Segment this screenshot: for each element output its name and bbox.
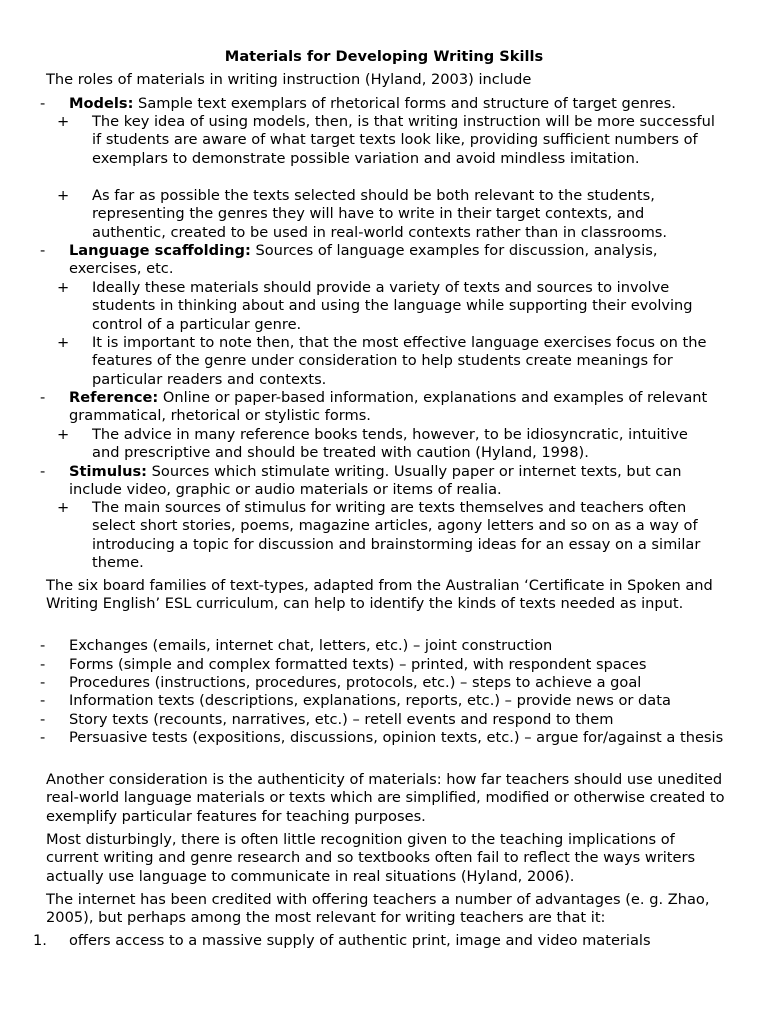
role-term: Stimulus:	[69, 463, 147, 480]
internet-item: offers access to a massive supply of authentic print, image and video materials	[69, 932, 651, 949]
dash-marker: -	[40, 674, 46, 691]
role-term: Models:	[69, 95, 134, 112]
family-item: Story texts (recounts, narratives, etc.) – retell events and respond to them	[69, 711, 614, 728]
plus-marker: +	[57, 334, 70, 351]
family-item: Exchanges (emails, internet chat, letters, etc.) – joint construction	[69, 637, 553, 654]
plus-marker: +	[57, 426, 70, 443]
role-subitem: Ideally these materials should provide a variety of texts and sources to involve students in thinking about and using the language while supporting their evolving control of a particular genre.	[92, 279, 693, 333]
dash-marker: -	[40, 711, 46, 728]
dash-marker: -	[40, 242, 46, 259]
family-item: Forms (simple and complex formatted texts) – printed, with respondent spaces	[69, 656, 647, 673]
role-subitem: As far as possible the texts selected should be both relevant to the students, representing the genres they will have to write in their target contexts, and authentic, created to be used in real-world contexts rather than in classrooms.	[92, 187, 668, 241]
dash-marker: -	[40, 729, 46, 746]
plus-marker: +	[57, 113, 70, 130]
family-item: Information texts (descriptions, explanations, reports, etc.) – provide news or data	[69, 692, 671, 709]
role-item-models	[69, 95, 729, 113]
role-subitem: The advice in many reference books tends, however, to be idiosyncratic, intuitive and prescriptive and should be treated with caution (Hyland, 1998).	[92, 426, 688, 462]
role-subitem: The key idea of using models, then, is that writing instruction will be more successful if students are aware of what target texts look like, providing sufficient numbers of exemplars to demonstrate possible variation and avoid mindless imitation.	[92, 113, 715, 167]
role-item-language-scaffolding	[69, 242, 729, 279]
family-item: Procedures (instructions, procedures, protocols, etc.) – steps to achieve a goal	[69, 674, 642, 691]
plus-marker: +	[57, 499, 70, 516]
role-text: Sources which stimulate writing. Usually paper or internet texts, but can include video, graphic or audio materials or items of realia.	[69, 463, 682, 499]
role-text: Sample text exemplars of rhetorical forms and structure of target genres.	[133, 95, 676, 112]
authenticity-paragraph: Another consideration is the authenticity of materials: how far teachers should use unedited real-world language materials or texts which are simplified, modified or otherwise created to exemplify particular features for teaching purposes.	[46, 771, 725, 825]
dash-marker: -	[40, 463, 46, 480]
number-marker: 1.	[33, 932, 47, 949]
dash-marker: -	[40, 637, 46, 654]
plus-marker: +	[57, 279, 70, 296]
role-text: Sources of language examples for discussion, analysis, exercises, etc.	[69, 242, 658, 278]
dash-marker: -	[40, 389, 46, 406]
role-term: Reference:	[69, 389, 159, 406]
role-subitem: The main sources of stimulus for writing are texts themselves and teachers often select short stories, poems, magazine articles, agony letters and so on as a way of introducing a topic for discussion and brainstorming ideas for an essay on a similar theme.	[92, 499, 701, 571]
dash-marker: -	[40, 692, 46, 709]
plus-marker: +	[57, 187, 70, 204]
internet-intro-paragraph: The internet has been credited with offering teachers a number of advantages (e. g. Zhao, 2005), but perhaps among the most relevant for writing teachers are that it:	[46, 891, 710, 927]
role-text: Online or paper-based information, explanations and examples of relevant grammatical, rhetorical or stylistic forms.	[69, 389, 708, 425]
dash-marker: -	[40, 656, 46, 673]
families-intro-paragraph: The six board families of text-types, adapted from the Australian ‘Certificate in Spoken and Writing English’ ESL curriculum, can help to identify the kinds of texts needed as input.	[46, 577, 713, 613]
role-subitem: It is important to note then, that the most effective language exercises focus on the features of the genre under consideration to help students create meanings for particular readers and contexts.	[92, 334, 707, 388]
dash-marker: -	[40, 95, 46, 112]
family-item: Persuasive tests (expositions, discussions, opinion texts, etc.) – argue for/against a thesis	[69, 729, 724, 746]
role-term: Language scaffolding:	[69, 242, 251, 259]
role-item-reference	[69, 389, 729, 426]
role-item-stimulus	[69, 463, 729, 500]
document-title: Materials for Developing Writing Skills	[224, 48, 544, 65]
disturbingly-paragraph: Most disturbingly, there is often little recognition given to the teaching implications of current writing and genre research and so textbooks often fail to reflect the ways writers actually use language to communicate in real situations (Hyland, 2006).	[46, 831, 696, 885]
intro-paragraph: The roles of materials in writing instruction (Hyland, 2003) include	[46, 71, 532, 88]
